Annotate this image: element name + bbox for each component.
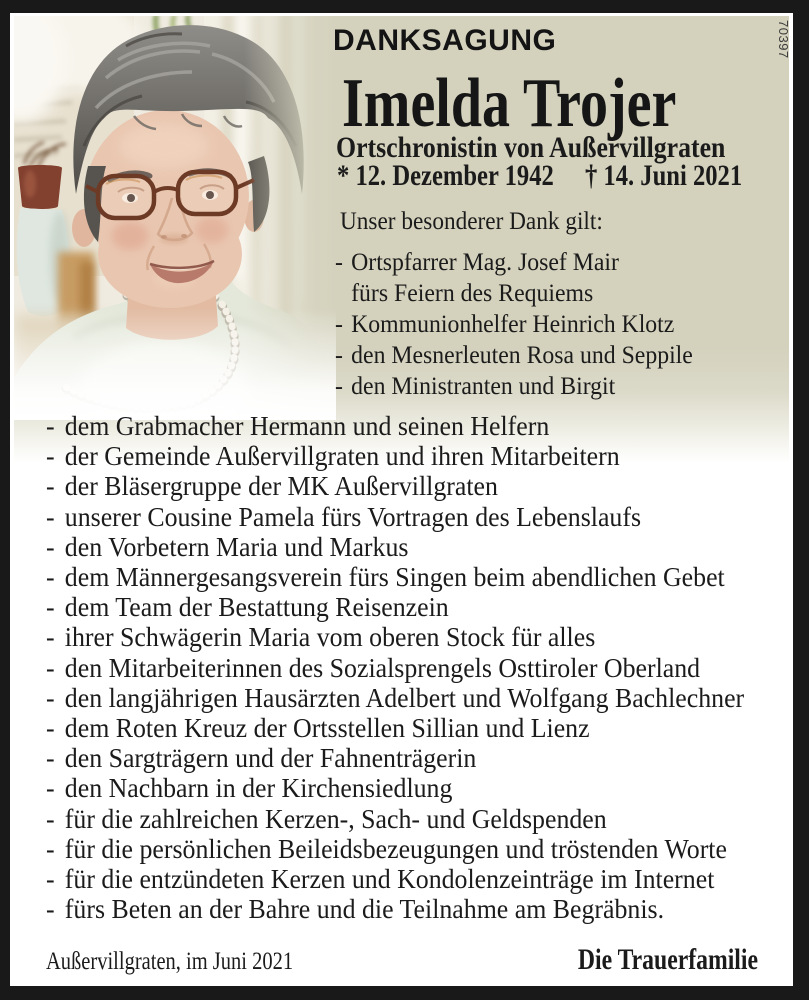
place-and-date: Außervillgraten, im Juni 2021: [46, 948, 294, 975]
thanks-item: [46, 743, 744, 773]
item-text: den Ministranten und Birgit: [351, 373, 616, 400]
item-text: dem Männergesangsverein fürs Singen beim abendlichen Gebet: [64, 561, 725, 593]
item-marker: -: [46, 681, 55, 713]
item-text: für die zahlreichen Kerzen-, Sach- und Geldspenden: [64, 802, 607, 834]
item-marker: -: [46, 712, 55, 744]
item-marker: -: [46, 772, 55, 804]
flower-pot: [18, 165, 62, 209]
item-text: dem Roten Kreuz der Ortsstellen Sillian und Lienz: [64, 712, 590, 744]
thanks-item: [46, 683, 744, 713]
thanks-item: [335, 371, 693, 402]
thanks-item: [46, 562, 744, 592]
item-text: Kommunionhelfer Heinrich Klotz: [351, 311, 675, 338]
death-date: † 14. Juni 2021: [584, 159, 743, 192]
thanks-item: [335, 340, 693, 371]
item-text: den langjährigen Hausärzten Adelbert und Wolfgang Bachlechner: [64, 681, 745, 713]
thanks-item: [335, 309, 693, 340]
thanks-item: [46, 622, 744, 652]
intro-line: Unser besonderer Dank gilt:: [340, 208, 603, 235]
item-text: den Vorbetern Maria und Markus: [64, 530, 409, 562]
item-marker: -: [46, 893, 55, 925]
item-text: den Mitarbeiterinnen des Sozialsprengels Osttiroler Oberland: [64, 651, 701, 683]
thanks-item: [335, 247, 693, 278]
thanks-item: [46, 592, 744, 622]
portrait-photo: [14, 16, 336, 420]
item-marker: -: [46, 440, 55, 472]
item-marker: -: [46, 651, 55, 683]
notice-footer: [46, 943, 758, 977]
item-text: ihrer Schwägerin Maria vom oberen Stock für alles: [64, 621, 596, 653]
item-marker: -: [46, 832, 55, 864]
thanks-item: [46, 532, 744, 562]
item-marker: [335, 278, 351, 309]
item-text: Ortspfarrer Mag. Josef Mair: [351, 249, 619, 276]
thanks-item: [46, 864, 744, 894]
item-text: den Nachbarn in der Kirchensiedlung: [64, 772, 453, 804]
reference-number: 70397: [776, 20, 791, 59]
item-marker: -: [46, 591, 55, 623]
item-marker: -: [46, 410, 55, 441]
notice-page: [10, 13, 793, 986]
deceased-name: Imelda Trojer: [342, 65, 677, 142]
item-text: der Gemeinde Außervillgraten und ihren Mitarbeitern: [64, 440, 620, 472]
item-marker: -: [46, 863, 55, 895]
item-marker: -: [335, 311, 343, 338]
thanks-item: [46, 894, 744, 924]
notice-kicker: DANKSAGUNG: [333, 24, 557, 57]
family-signature: Die Trauerfamilie: [577, 943, 758, 976]
thanks-list-primary: [335, 247, 712, 402]
item-text: unserer Cousine Pamela fürs Vortragen des Lebenslaufs: [64, 500, 642, 532]
thanks-item: [46, 773, 744, 803]
birth-date: * 12. Dezember 1942: [337, 159, 554, 192]
item-marker: -: [335, 249, 343, 276]
portrait-illustration: [14, 16, 336, 420]
thanks-item: [46, 834, 744, 864]
thanks-item: [335, 278, 693, 309]
item-marker: -: [335, 373, 343, 400]
thanks-item: [46, 441, 744, 471]
item-text: dem Grabmacher Hermann und seinen Helfern: [64, 410, 550, 441]
item-text: für die entzündeten Kerzen und Kondolenzeinträge im Internet: [64, 863, 715, 895]
item-text: der Bläsergruppe der MK Außervillgraten: [64, 470, 498, 502]
deceased-role: Ortschronistin von Außervillgraten: [336, 131, 726, 164]
thanks-item: [46, 653, 744, 683]
item-marker: -: [46, 802, 55, 834]
item-marker: -: [46, 742, 55, 774]
item-marker: -: [46, 561, 55, 593]
item-text: für die persönlichen Beileidsbezeugungen und tröstenden Worte: [64, 832, 727, 864]
item-marker: -: [46, 530, 55, 562]
item-text: den Mesnerleuten Rosa und Seppile: [351, 342, 693, 369]
thanks-item: [46, 804, 744, 834]
life-dates: [337, 161, 742, 191]
thanks-item: [46, 713, 744, 743]
thanks-list-main: [46, 411, 789, 924]
thanks-item: [46, 411, 744, 441]
item-text: fürs Feiern des Requiems: [351, 280, 594, 307]
item-text: den Sargträgern und der Fahnenträgerin: [64, 742, 477, 774]
item-marker: -: [335, 342, 343, 369]
thanks-item: [46, 471, 744, 501]
item-marker: -: [46, 470, 55, 502]
thanks-item: [46, 502, 744, 532]
item-marker: -: [46, 500, 55, 532]
item-marker: -: [46, 621, 55, 653]
item-text: dem Team der Bestattung Reisenzein: [64, 591, 449, 623]
item-text: fürs Beten an der Bahre und die Teilnahme am Begräbnis.: [64, 893, 665, 925]
